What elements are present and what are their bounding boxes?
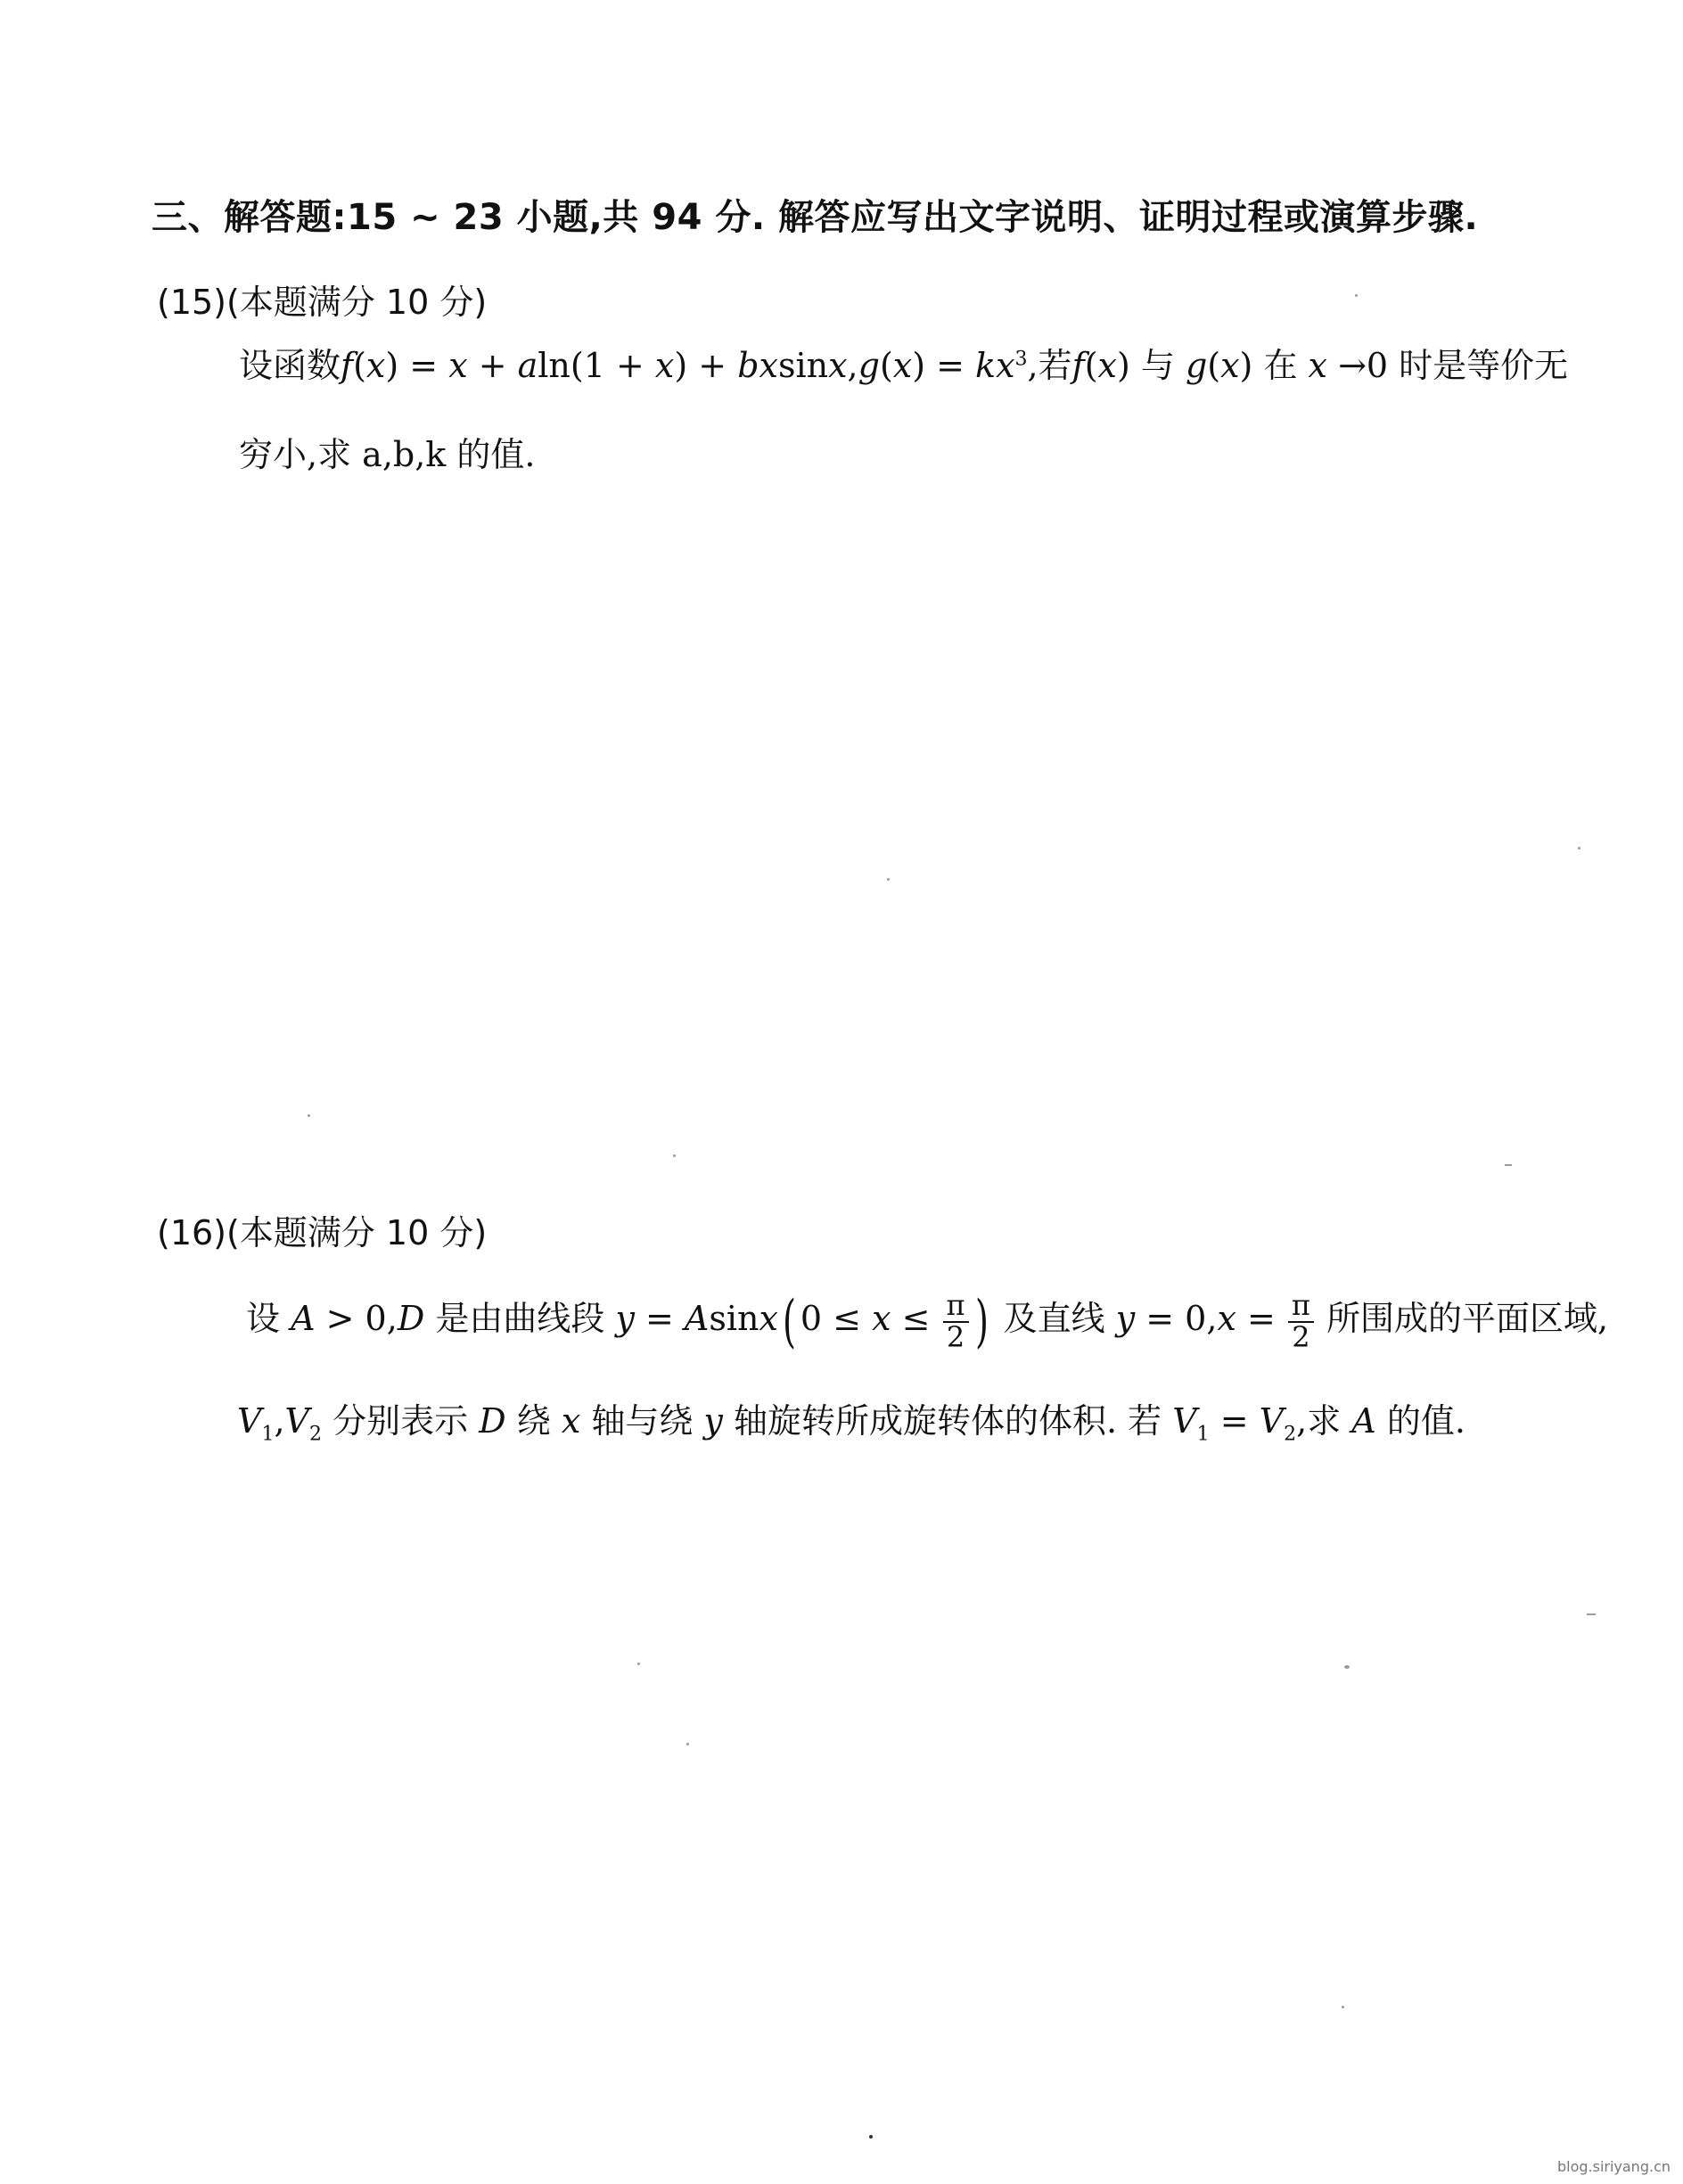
q16-formula-equal: $V_1 = V_2$ bbox=[1172, 1401, 1297, 1446]
scan-speck bbox=[869, 2135, 873, 2139]
scan-speck bbox=[1342, 2006, 1344, 2008]
question-16-points: (本题满分 10 分) bbox=[226, 1213, 488, 1252]
question-16-line-1 bbox=[246, 1288, 1609, 1355]
scan-speck bbox=[1505, 1164, 1512, 1166]
scan-speck bbox=[887, 878, 890, 881]
q16-text-c: 及直线 bbox=[992, 1299, 1116, 1339]
section-header: 三、解答题:15 ~ 23 小题,共 94 分. 解答应写出文字说明、证明过程或演算步骤. bbox=[152, 197, 1479, 238]
q16-text-2a: 分别表示 bbox=[322, 1401, 480, 1441]
scan-speck bbox=[1344, 1665, 1350, 1669]
q16-formula-lines: y = 0,x = $\frac{\pi}{2}$ bbox=[1116, 1299, 1316, 1338]
scan-speck bbox=[673, 1154, 676, 1157]
watermark: blog.siriyang.cn bbox=[1556, 2158, 1671, 2175]
question-16-number: (16) bbox=[157, 1213, 227, 1252]
q16-text-2f: 的值. bbox=[1375, 1401, 1465, 1441]
q16-text-b: 是由曲线段 bbox=[424, 1299, 616, 1339]
q15-text-zai: 在 bbox=[1252, 346, 1309, 385]
scan-speck bbox=[308, 1114, 310, 1117]
q16-text-2b: 绕 bbox=[505, 1401, 562, 1441]
q15-formula-fx: f(x) bbox=[1071, 346, 1130, 385]
q16-formula-x: x bbox=[561, 1401, 581, 1441]
scan-speck bbox=[637, 1663, 640, 1665]
question-15-line-1 bbox=[239, 346, 1568, 387]
question-15-number: (15) bbox=[157, 283, 227, 322]
q16-formula-curve: y = Asinx( 0 ≤ x ≤ $\frac{\pi}{2}$ ) bbox=[615, 1288, 989, 1355]
question-15-heading bbox=[157, 275, 487, 324]
q16-formula-v1v2: $V_1,V_2$ bbox=[237, 1401, 322, 1446]
q16-text-2d: 轴旋转所成旋转体的体积. 若 bbox=[722, 1401, 1173, 1441]
q16-text-2e: ,求 bbox=[1296, 1401, 1352, 1441]
q16-formula-A: A bbox=[1351, 1401, 1376, 1441]
q15-formula-gx: g(x) bbox=[1185, 346, 1253, 385]
q15-formula-f: $f(x) = x + aln(1 + x) + bxsinx,g(x) = kx^3$ bbox=[341, 346, 1028, 385]
q15-text-ruo: ,若 bbox=[1027, 346, 1072, 385]
q16-text-a: 设 bbox=[246, 1299, 291, 1339]
scan-speck bbox=[1587, 1613, 1596, 1615]
q16-text-d: 所围成的平面区域, bbox=[1315, 1299, 1609, 1339]
scan-speck bbox=[1578, 847, 1580, 850]
scan-speck bbox=[686, 1743, 689, 1745]
q15-text-yu: 与 bbox=[1129, 346, 1186, 385]
q16-formula-condition: A > 0,D bbox=[291, 1299, 425, 1339]
question-15-line-2: 穷小,求 a,b,k 的值. bbox=[239, 435, 536, 474]
question-16-line-2 bbox=[237, 1401, 1465, 1447]
scan-speck bbox=[1355, 294, 1358, 297]
q16-text-2c: 轴与绕 bbox=[580, 1401, 704, 1441]
q15-formula-limit: x →0 bbox=[1308, 346, 1389, 385]
q15-text-end: 时是等价无 bbox=[1388, 346, 1569, 385]
question-15-points: (本题满分 10 分) bbox=[226, 283, 488, 322]
question-16-heading bbox=[157, 1205, 487, 1254]
q16-formula-D: D bbox=[479, 1401, 506, 1441]
q16-formula-y: y bbox=[703, 1401, 723, 1441]
q15-text-prefix: 设函数 bbox=[239, 346, 341, 385]
